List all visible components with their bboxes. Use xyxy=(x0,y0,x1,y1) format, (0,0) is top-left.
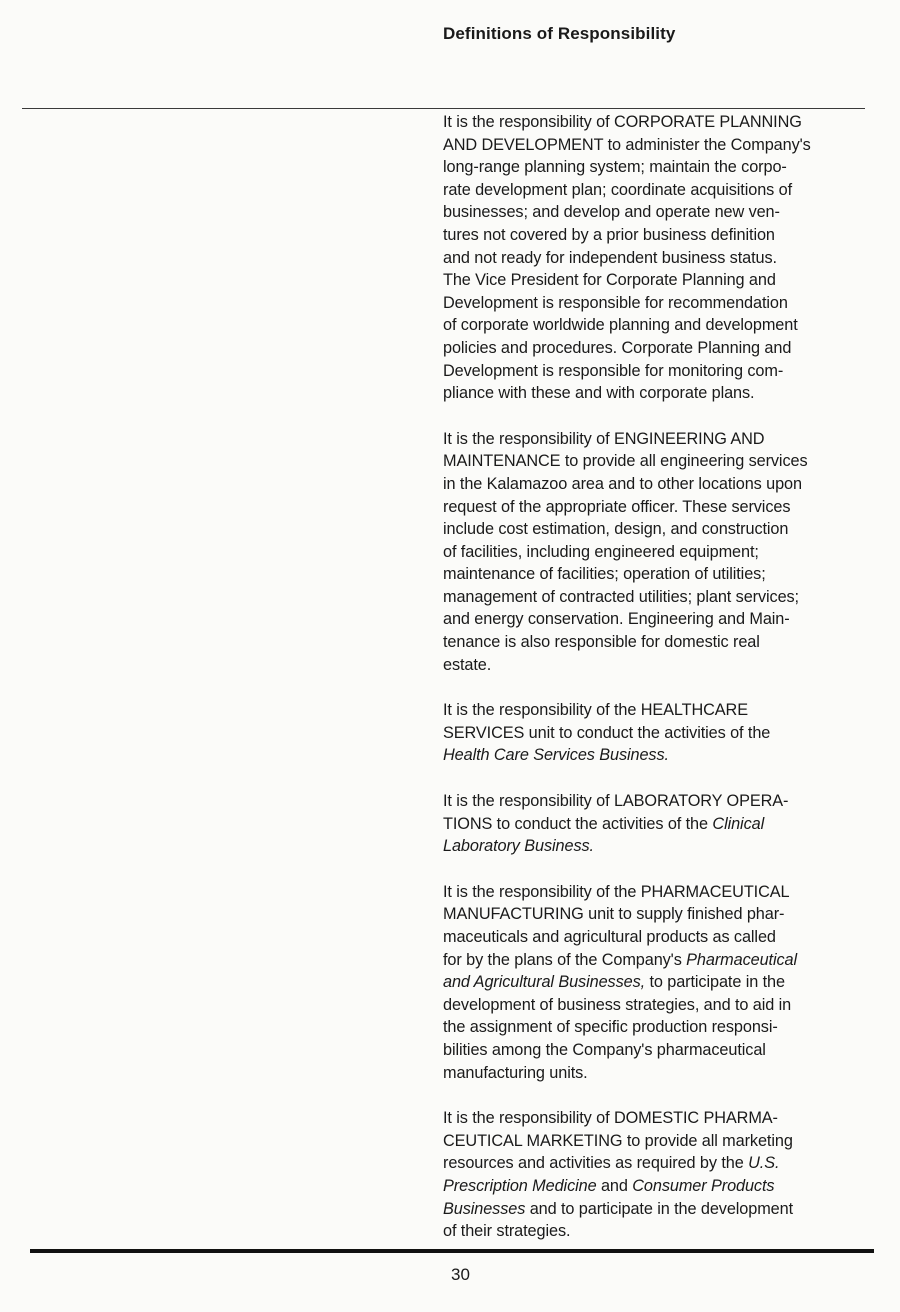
body-text-column xyxy=(443,111,879,1266)
body-text: and to participate in the development of their strategies. xyxy=(443,1199,794,1241)
top-divider xyxy=(22,108,865,109)
body-text: It is the responsibility of ENGINEERING AND MAINTENANCE to provide all engineering services in the Kalamazoo area and to other locations upon request of the appropriate officer. These services include cost estimation, design, and construction of facilities, including engineered equipment; maintenance of facilities; operation of utilities; management of contracted utilities; plant services; and energy conservation. Engineering and Main- tenance is also responsible for domestic real estate. xyxy=(443,429,808,674)
paragraph-corporate-planning xyxy=(443,111,879,405)
body-text: It is the responsibility of DOMESTIC PHARMA- CEUTICAL MARKETING to provide all marketing resources and activities as required by the xyxy=(443,1109,793,1173)
bottom-divider xyxy=(30,1249,874,1253)
body-text: It is the responsibility of CORPORATE PLANNING AND DEVELOPMENT to administer the Company's long-range planning system; maintain the corpo- rate development plan; coordinate acquisitions of businesses; and develop and operate new ven- tures not covered by a prior business definition and not ready for independent business status. The Vice President for Corporate Planning and Development is responsible for recommendation of corporate worldwide planning and development policies and procedures. Corporate Planning and Development is responsible for monitoring com- pliance with these and with corporate plans. xyxy=(443,113,811,403)
italic-text: U.S. Prescription Medicine xyxy=(443,1154,780,1195)
page-number: 30 xyxy=(451,1265,470,1284)
body-text: It is the responsibility of LABORATORY OPERA- TIONS to conduct the activities of the xyxy=(443,792,789,833)
paragraph-healthcare-services xyxy=(443,699,879,767)
italic-text: Health Care Services Business. xyxy=(443,746,669,765)
italic-text: Clinical Laboratory Business. xyxy=(443,814,765,856)
body-text: and xyxy=(596,1176,633,1195)
paragraph-domestic-pharma-marketing xyxy=(443,1107,879,1243)
italic-text: Consumer Products Businesses xyxy=(443,1176,775,1218)
body-text: It is the responsibility of the HEALTHCARE SERVICES unit to conduct the activities of the xyxy=(443,701,771,742)
paragraph-laboratory-operations xyxy=(443,790,879,858)
body-text: It is the responsibility of the PHARMACEUTICAL MANUFACTURING unit to supply finished phar- maceuticals and agricultural products as called for by the plans of the Company's xyxy=(443,882,790,969)
page-title: Definitions of Responsibility xyxy=(443,24,676,43)
paragraph-pharmaceutical-manufacturing xyxy=(443,881,879,1084)
paragraph-engineering-maintenance xyxy=(443,428,879,677)
body-text: to participate in the development of business strategies, and to aid in the assignment of specific production responsi- bilities among the Company's pharmaceutical manufacturing units. xyxy=(443,973,792,1082)
italic-text: Pharmaceutical and Agricultural Businesses, xyxy=(443,950,797,992)
